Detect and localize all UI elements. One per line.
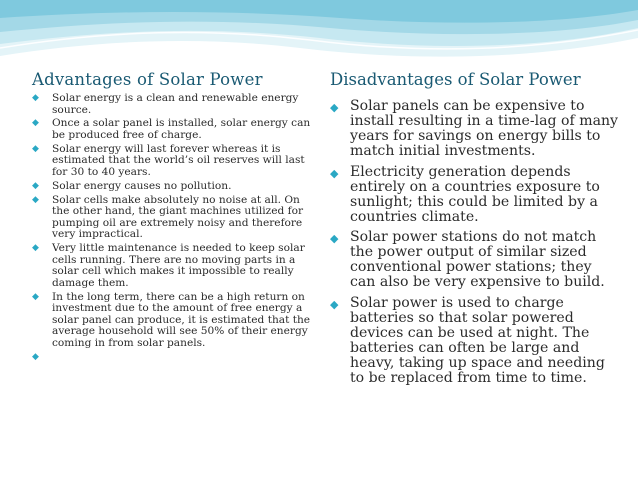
bullet-icon: ◆: [330, 297, 339, 311]
bullet-icon: ◆: [32, 143, 39, 154]
list-item: ◆ Solar cells make absolutely no noise at all. On the other hand, the giant machines utilized for pumping oil are extremely noisy and therefore very impractical.: [32, 193, 304, 241]
list-item: ◆ Solar power is used to charge batteries so that solar powered devices can be used at night. The batteries can often be large and heavy, taking up space and needing to be replaced from time to time.: [330, 294, 605, 386]
bullet-icon: ◆: [330, 101, 339, 114]
list-item: ◆ Solar panels can be expensive to install resulting in a time-lag of many years for savings on energy bills to match initial investments.: [330, 98, 619, 159]
bullet-icon: ◆: [32, 118, 39, 129]
bullet-icon: ◆: [32, 180, 39, 191]
list-item: ◆ In the long term, there can be a high return on investment due to the amount of free energy a solar panel can produce, it is estimated that the average household will see 50% of their energy coming in from solar panels.: [32, 290, 311, 349]
advantages-column: [32, 70, 314, 366]
bullet-icon: ◆: [32, 243, 39, 254]
bullet-icon: ◆: [330, 166, 339, 180]
list-item: ◆ Solar energy will last forever whereas it is estimated that the world’s oil reserves will last for 30 to 40 years.: [32, 142, 305, 178]
disadvantages-list: [330, 99, 620, 386]
list-item: ◆ Solar power stations do not match the power output of similar sized conventional power stations; they can also be very expensive to build.: [330, 229, 605, 290]
list-item: ◆ Solar energy is a clean and renewable energy source.: [32, 92, 299, 116]
list-item: ◆ Once a solar panel is installed, solar energy can be produced free of charge.: [32, 117, 311, 141]
bullet-icon: ◆: [32, 93, 39, 103]
bullet-icon: ◆: [330, 232, 339, 245]
bullet-icon: ◆: [32, 351, 39, 362]
header-wave-decoration: [0, 0, 638, 66]
empty-list-item: [32, 352, 314, 364]
bullet-icon: ◆: [32, 194, 39, 205]
bullet-icon: ◆: [32, 291, 39, 302]
list-item: ◆ Very little maintenance is needed to keep solar cells running. There are no moving parts in a solar cell which makes it impossible to really damage them.: [32, 242, 305, 289]
advantages-title: Advantages of Solar Power: [32, 70, 263, 89]
advantages-list: [32, 93, 314, 364]
disadvantages-title: Disadvantages of Solar Power: [330, 70, 581, 89]
list-item: ◆ Electricity generation depends entirely on a countries exposure to sunlight; this could be limited by a countries climate.: [330, 163, 600, 225]
disadvantages-column: [330, 70, 620, 391]
list-item: ◆ Solar energy causes no pollution.: [32, 179, 232, 192]
